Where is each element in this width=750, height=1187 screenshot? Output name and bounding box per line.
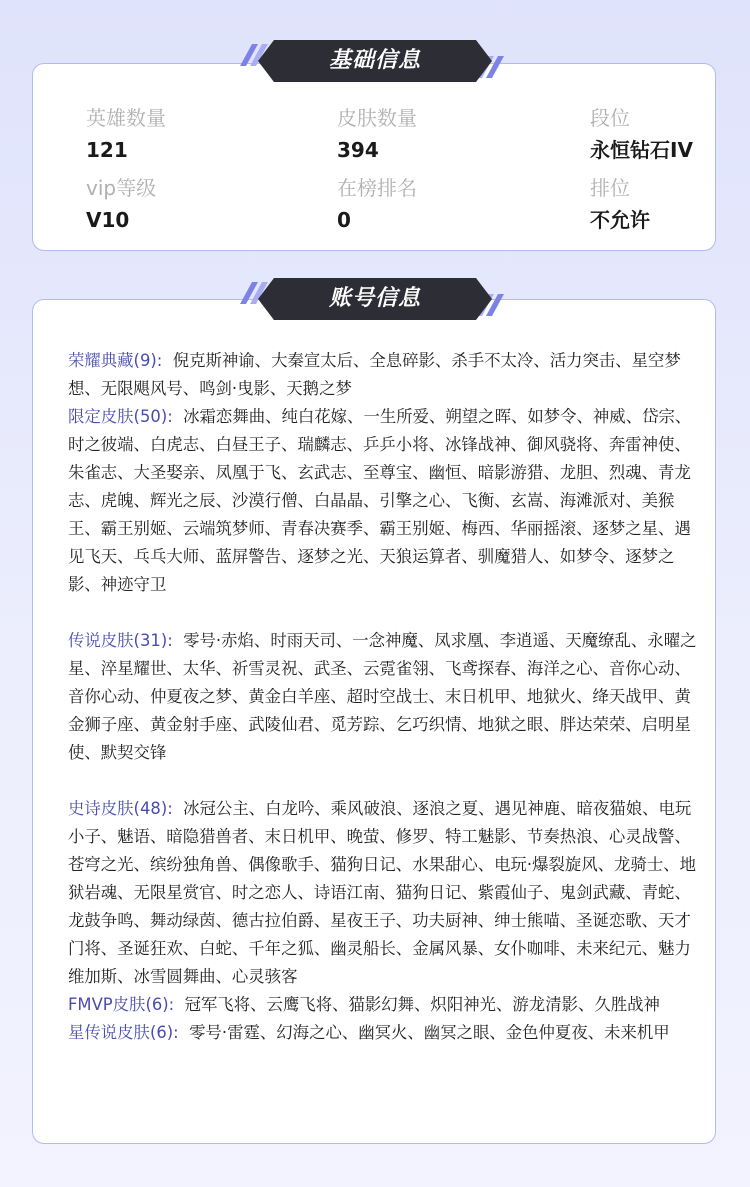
stat-value: 永恒钻石IV bbox=[590, 138, 693, 162]
stat-hero-count bbox=[86, 106, 166, 162]
section-banner-account bbox=[236, 276, 514, 322]
category-label: 荣耀典藏(9): bbox=[68, 351, 163, 370]
stat-value: 394 bbox=[337, 138, 379, 162]
stat-vip-level bbox=[86, 176, 156, 232]
skin-category-fmvp bbox=[68, 991, 700, 1019]
skin-category-star-legend bbox=[68, 1019, 700, 1047]
account-skin-list bbox=[68, 347, 700, 1047]
stat-rank-tier bbox=[590, 106, 693, 162]
stat-value: 121 bbox=[86, 138, 128, 162]
stat-value: V10 bbox=[86, 208, 130, 232]
stat-value: 不允许 bbox=[590, 208, 650, 232]
category-items: 冠军飞将、云鹰飞将、猫影幻舞、炽阳神光、游龙清影、久胜战神 bbox=[184, 995, 660, 1014]
category-items: 倪克斯神谕、大秦宣太后、全息碎影、杀手不太冷、活力突击、星空梦想、无限飓风号、鸣剑·曳影、天鹅之梦 bbox=[68, 351, 681, 398]
category-label: 传说皮肤(31): bbox=[68, 631, 173, 650]
stat-label: vip等级 bbox=[86, 176, 157, 200]
section-title: 账号信息 bbox=[328, 286, 421, 311]
stat-label: 在榜排名 bbox=[337, 176, 417, 200]
category-items: 冰霜恋舞曲、纯白花嫁、一生所爱、朔望之晖、如梦令、神威、岱宗、时之彼端、白虎志、白昼王子、瑞麟志、乒乒小将、冰锋战神、御风骁将、奔雷神使、朱雀志、大圣娶亲、凤凰于飞、玄武志、至尊宝、幽恒、暗影游猎、龙胆、烈魂、青龙志、虎魄、辉光之辰、沙漠行僧、白晶晶、引擎之心、飞衡、玄嵩、海滩派对、美猴王、霸王别姬、云端筑梦师、青春决赛季、霸王别姬、梅西、华丽摇滚、逐梦之星、遇见飞天、乓乓大师、蓝屏警告、逐梦之光、天狼运算者、驯魔猎人、如梦令、逐梦之影、神迹守卫 bbox=[68, 407, 692, 594]
stat-leaderboard-rank bbox=[337, 176, 417, 232]
category-label: 星传说皮肤(6): bbox=[68, 1023, 179, 1042]
stat-skin-count bbox=[337, 106, 417, 162]
stat-value: 0 bbox=[337, 208, 351, 232]
skin-category-legend bbox=[68, 627, 700, 767]
category-items: 零号·赤焰、时雨天司、一念神魔、凤求凰、李逍遥、天魔缭乱、永曜之星、淬星耀世、太华、祈雪灵祝、武圣、云霓雀翎、飞鸢探春、海洋之心、音你心动、音你心动、仲夏夜之梦、黄金白羊座、超时空战士、末日机甲、地狱火、绛天战甲、黄金狮子座、黄金射手座、武陵仙君、觅芳踪、乞巧织情、地狱之眼、胖达荣荣、启明星使、默契交锋 bbox=[68, 631, 697, 762]
stat-label: 皮肤数量 bbox=[337, 106, 417, 130]
basic-info-card bbox=[32, 63, 716, 251]
stat-ranking bbox=[590, 176, 650, 232]
category-label: 限定皮肤(50): bbox=[68, 407, 173, 426]
category-items: 冰冠公主、白龙吟、乘风破浪、逐浪之夏、遇见神鹿、暗夜猫娘、电玩小子、魅语、暗隐猎兽者、末日机甲、晚萤、修罗、特工魅影、节奏热浪、心灵战警、苍穹之光、缤纷独角兽、偶像歌手、猫狗日记、水果甜心、电玩·爆裂旋风、龙骑士、地狱岩魂、无限星赏官、时之恋人、诗语江南、猫狗日记、紫霞仙子、鬼剑武藏、青蛇、龙鼓争鸣、舞动绿茵、德古拉伯爵、星夜王子、功夫厨神、绅士熊喵、圣诞恋歌、天才门将、圣诞狂欢、白蛇、千年之狐、幽灵船长、金属风暴、女仆咖啡、未来纪元、魅力维加斯、冰雪圆舞曲、心灵骇客 bbox=[68, 799, 697, 986]
category-label: 史诗皮肤(48): bbox=[68, 799, 173, 818]
skin-category-epic bbox=[68, 795, 700, 991]
skin-category-limited bbox=[68, 403, 700, 599]
skin-category-glory-collection bbox=[68, 347, 700, 403]
category-label: FMVP皮肤(6): bbox=[68, 995, 175, 1014]
category-items: 零号·雷霆、幻海之心、幽冥火、幽冥之眼、金色仲夏夜、未来机甲 bbox=[189, 1023, 670, 1042]
stat-label: 英雄数量 bbox=[86, 106, 166, 130]
stat-label: 排位 bbox=[590, 176, 630, 200]
stat-label: 段位 bbox=[590, 106, 630, 130]
section-title: 基础信息 bbox=[328, 48, 421, 73]
section-banner-basic bbox=[236, 38, 514, 84]
